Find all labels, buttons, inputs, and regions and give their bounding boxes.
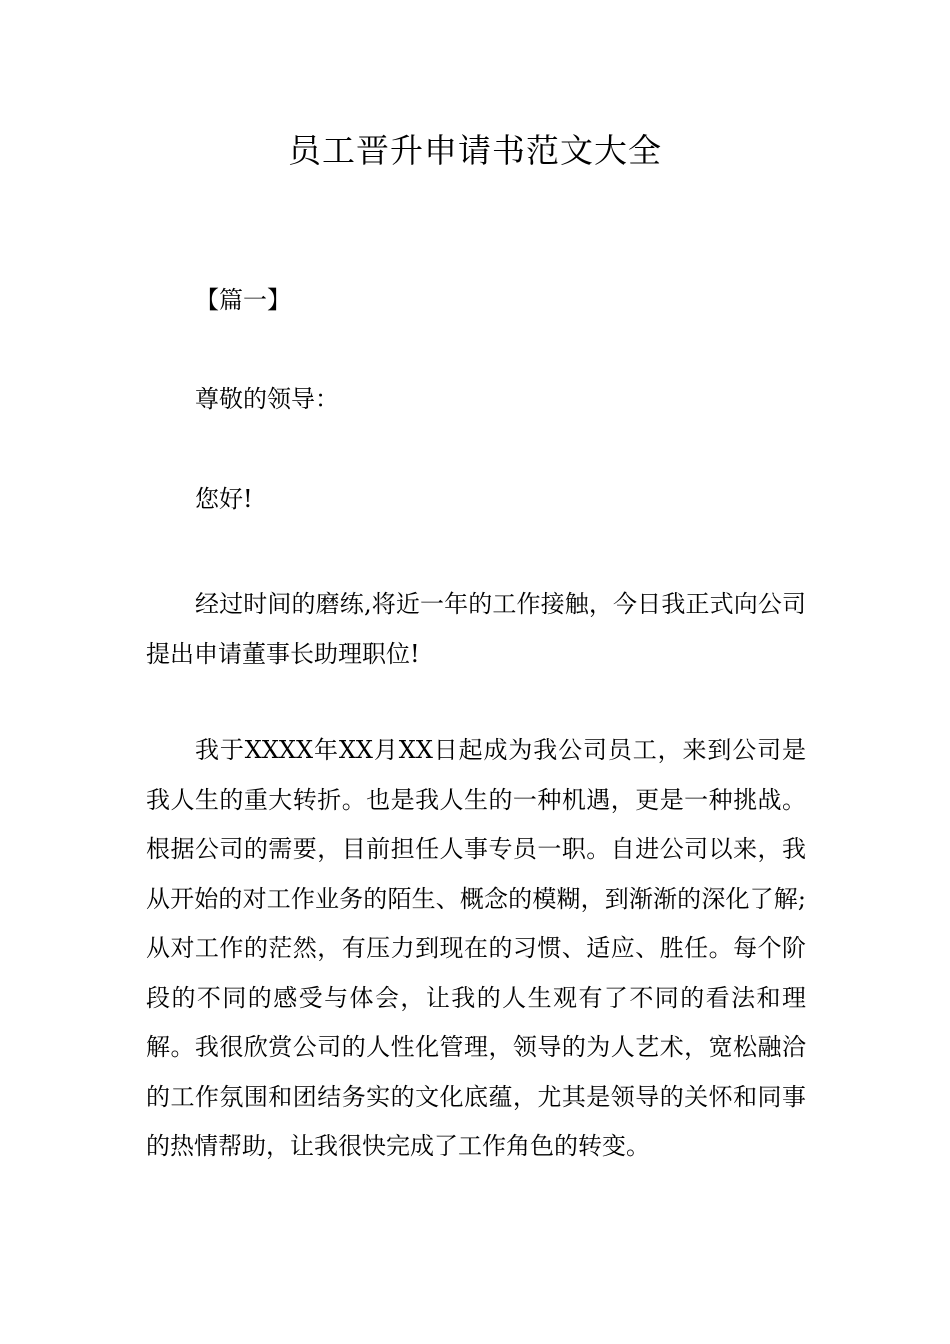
salutation: 尊敬的领导： <box>195 385 339 413</box>
document-title: 员工晋升申请书范文大全 <box>288 131 662 170</box>
body-paragraph-2: 我于XXXX年XX月XX日起成为我公司员工，来到公司是我人生的重大转折。也是我人生的一种机遇，更是一种挑战。根据公司的需要，目前担任人事专员一职。自进公司以来，我从开始的对工作业务的陌生、概念的模糊，到渐渐的深化了解;从对工作的茫然，有压力到现在的习惯、适应、胜任。每个阶段的不同的感受与体会，让我的人生观有了不同的看法和理解。我很欣赏公司的人性化管理，领导的为人艺术，宽松融洽的工作氛围和团结务实的文化底蕴，尤其是领导的关怀和同事的热情帮助，让我很快完成了工作角色的转变。 <box>146 736 806 1160</box>
section-heading: 【篇一】 <box>195 286 291 314</box>
greeting: 您好! <box>195 485 253 513</box>
body-paragraph-1: 经过时间的磨练,将近一年的工作接触，今日我正式向公司提出申请董事长助理职位! <box>146 590 806 668</box>
